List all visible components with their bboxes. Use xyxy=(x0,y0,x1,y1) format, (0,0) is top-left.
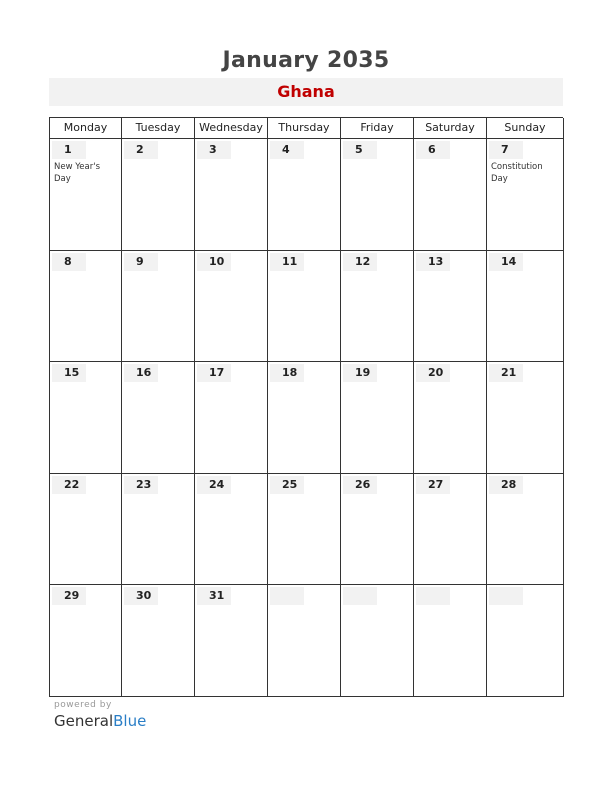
empty-day-cell xyxy=(268,585,341,697)
holiday-label: New Year's Day xyxy=(54,162,101,184)
empty-day-marker xyxy=(489,587,523,605)
day-number: 6 xyxy=(416,141,450,159)
day-cell xyxy=(50,139,122,251)
day-number: 30 xyxy=(124,587,158,605)
day-cell xyxy=(122,362,195,474)
day-number: 26 xyxy=(343,476,377,494)
day-cell xyxy=(414,139,487,251)
day-cell xyxy=(341,474,414,586)
country-banner xyxy=(49,78,563,106)
day-number: 13 xyxy=(416,253,450,271)
day-cell xyxy=(268,362,341,474)
day-cell xyxy=(414,251,487,363)
day-number: 18 xyxy=(270,364,304,382)
brand-logo xyxy=(54,712,146,730)
day-cell xyxy=(341,139,414,251)
day-number: 8 xyxy=(52,253,86,271)
day-number: 1 xyxy=(52,141,86,159)
weekday-header-row xyxy=(50,118,563,139)
footer-branding xyxy=(54,700,146,730)
day-cell xyxy=(122,585,195,697)
week-row xyxy=(50,585,563,697)
week-row xyxy=(50,139,563,251)
day-number: 19 xyxy=(343,364,377,382)
day-cell xyxy=(195,251,268,363)
day-number: 3 xyxy=(197,141,231,159)
day-number: 28 xyxy=(489,476,523,494)
day-number: 27 xyxy=(416,476,450,494)
empty-day-cell xyxy=(341,585,414,697)
day-cell xyxy=(414,474,487,586)
day-number: 16 xyxy=(124,364,158,382)
brand-blue-text: Blue xyxy=(113,712,147,730)
empty-day-cell xyxy=(414,585,487,697)
day-cell xyxy=(487,474,564,586)
day-number: 12 xyxy=(343,253,377,271)
holiday-label: Constitution Day xyxy=(491,162,543,184)
day-number: 21 xyxy=(489,364,523,382)
day-cell xyxy=(50,585,122,697)
day-number: 14 xyxy=(489,253,523,271)
day-cell xyxy=(195,474,268,586)
day-cell xyxy=(341,362,414,474)
empty-day-marker xyxy=(270,587,304,605)
day-number: 29 xyxy=(52,587,86,605)
weekday-header: Tuesday xyxy=(122,118,195,139)
day-cell xyxy=(122,251,195,363)
day-cell xyxy=(195,585,268,697)
weekday-header: Saturday xyxy=(414,118,487,139)
weekday-header: Monday xyxy=(50,118,122,139)
day-cell xyxy=(487,139,564,251)
day-number: 23 xyxy=(124,476,158,494)
day-number: 11 xyxy=(270,253,304,271)
brand-general-text: General xyxy=(54,712,114,730)
day-cell xyxy=(50,362,122,474)
day-cell xyxy=(122,474,195,586)
day-cell xyxy=(195,362,268,474)
weekday-header: Sunday xyxy=(487,118,564,139)
weekday-header: Thursday xyxy=(268,118,341,139)
day-number: 25 xyxy=(270,476,304,494)
day-cell xyxy=(195,139,268,251)
day-cell xyxy=(487,362,564,474)
calendar-title: January 2035 xyxy=(222,48,390,73)
day-number: 24 xyxy=(197,476,231,494)
day-number: 31 xyxy=(197,587,231,605)
day-number: 20 xyxy=(416,364,450,382)
empty-day-marker xyxy=(416,587,450,605)
weekday-header: Wednesday xyxy=(195,118,268,139)
country-name: Ghana xyxy=(277,82,335,101)
day-cell xyxy=(50,251,122,363)
day-number: 17 xyxy=(197,364,231,382)
week-row xyxy=(50,474,563,586)
calendar-grid xyxy=(49,117,563,697)
day-cell xyxy=(487,251,564,363)
day-cell xyxy=(50,474,122,586)
day-cell xyxy=(268,251,341,363)
day-cell xyxy=(414,362,487,474)
week-row xyxy=(50,251,563,363)
empty-day-cell xyxy=(487,585,564,697)
day-cell xyxy=(122,139,195,251)
empty-day-marker xyxy=(343,587,377,605)
powered-by-text: powered by xyxy=(54,700,112,710)
day-number: 9 xyxy=(124,253,158,271)
day-number: 7 xyxy=(489,141,523,159)
day-number: 4 xyxy=(270,141,304,159)
week-row xyxy=(50,362,563,474)
day-number: 2 xyxy=(124,141,158,159)
weekday-header: Friday xyxy=(341,118,414,139)
day-cell xyxy=(268,474,341,586)
day-number: 22 xyxy=(52,476,86,494)
day-cell xyxy=(268,139,341,251)
day-number: 10 xyxy=(197,253,231,271)
day-cell xyxy=(341,251,414,363)
day-number: 15 xyxy=(52,364,86,382)
day-number: 5 xyxy=(343,141,377,159)
